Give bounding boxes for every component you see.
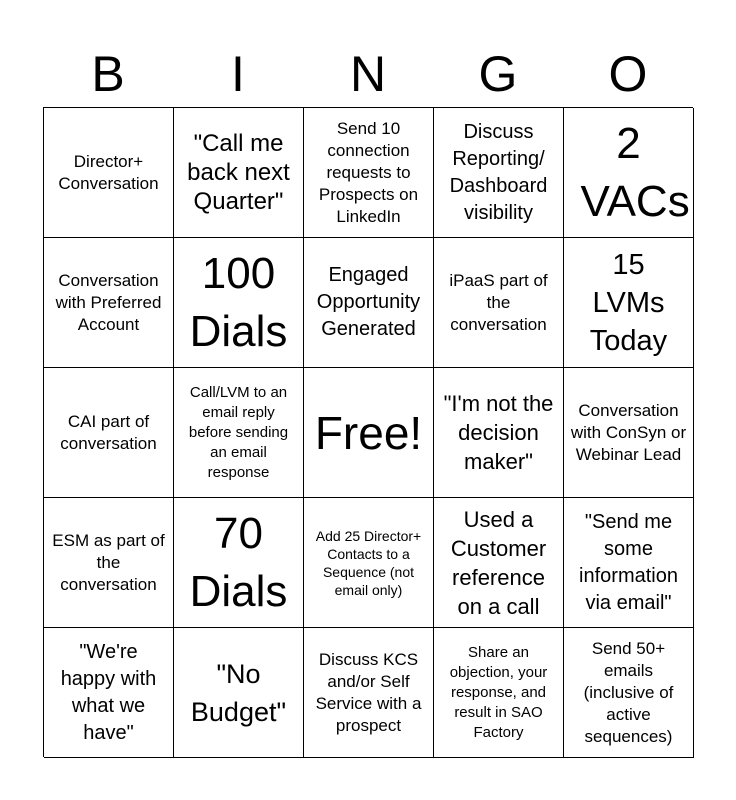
cell-text: Free! [314,406,423,459]
cell-text: Discuss Reporting/ Dashboard visibility [449,120,548,224]
header-letter-b: B [91,46,125,102]
cell-text: "Send me some information via email" [579,510,678,614]
cell-text: Discuss KCS and/or Self Service with a prospect [315,649,422,735]
bingo-cell-n5[interactable] [304,628,434,758]
bingo-cell-o5[interactable] [564,628,694,758]
bingo-grid [43,107,693,757]
header-letter-g: G [478,46,518,102]
bingo-cell-b5[interactable] [44,628,174,758]
bingo-cell-g4[interactable] [434,498,564,628]
bingo-cell-n1[interactable] [304,108,434,238]
bingo-cell-g1[interactable] [434,108,564,238]
cell-text: Send 50+ emails (inclusive of active sequences) [583,638,674,746]
cell-text: "Call me back next Quarter" [187,130,290,215]
cell-text: CAI part of conversation [60,411,157,453]
bingo-cell-b1[interactable] [44,108,174,238]
cell-text: iPaaS part of the conversation [449,270,548,334]
cell-text: Send 10 connection requests to Prospects on LinkedIn [318,118,419,226]
cell-text: ESM as part of the conversation [52,530,165,594]
cell-text: 2 VACs [580,118,690,226]
bingo-cell-b3[interactable] [44,368,174,498]
cell-text: Share an objection, your response, and result in SAO Factory [449,643,548,741]
bingo-cell-o4[interactable] [564,498,694,628]
cell-text: 15 LVMs Today [589,248,668,357]
cell-text: "We're happy with what we have" [60,640,157,744]
cell-text: Director+ Conversation [58,151,159,193]
bingo-cell-o2[interactable] [564,238,694,368]
bingo-cell-b4[interactable] [44,498,174,628]
cell-text: "No Budget" [190,658,287,727]
cell-text: 100 Dials [189,248,288,356]
bingo-cell-g2[interactable] [434,238,564,368]
bingo-cell-o3[interactable] [564,368,694,498]
bingo-cell-i5[interactable] [174,628,304,758]
header-letter-n: N [349,46,387,102]
header-letter-i: I [231,46,245,102]
bingo-header [43,40,693,108]
cell-text: Used a Customer reference on a call [450,506,547,619]
cell-text: Conversation with ConSyn or Webinar Lead [570,400,687,464]
cell-text: "I'm not the decision maker" [443,391,554,474]
bingo-cell-i1[interactable] [174,108,304,238]
cell-text: 70 Dials [189,508,288,616]
bingo-cell-n2[interactable] [304,238,434,368]
bingo-cell-o1[interactable] [564,108,694,238]
bingo-cell-n3[interactable] [304,368,434,498]
header-letter-o: O [608,46,648,102]
cell-text: Add 25 Director+ Contacts to a Sequence (not email only) [315,527,422,598]
bingo-cell-b2[interactable] [44,238,174,368]
bingo-cell-i2[interactable] [174,238,304,368]
bingo-cell-i3[interactable] [174,368,304,498]
bingo-cell-i4[interactable] [174,498,304,628]
bingo-cell-g3[interactable] [434,368,564,498]
cell-text: Engaged Opportunity Generated [316,264,421,340]
cell-text: Call/LVM to an email reply before sending an email response [188,383,289,481]
bingo-cell-g5[interactable] [434,628,564,758]
cell-text: Conversation with Preferred Account [55,270,162,334]
bingo-cell-n4[interactable] [304,498,434,628]
